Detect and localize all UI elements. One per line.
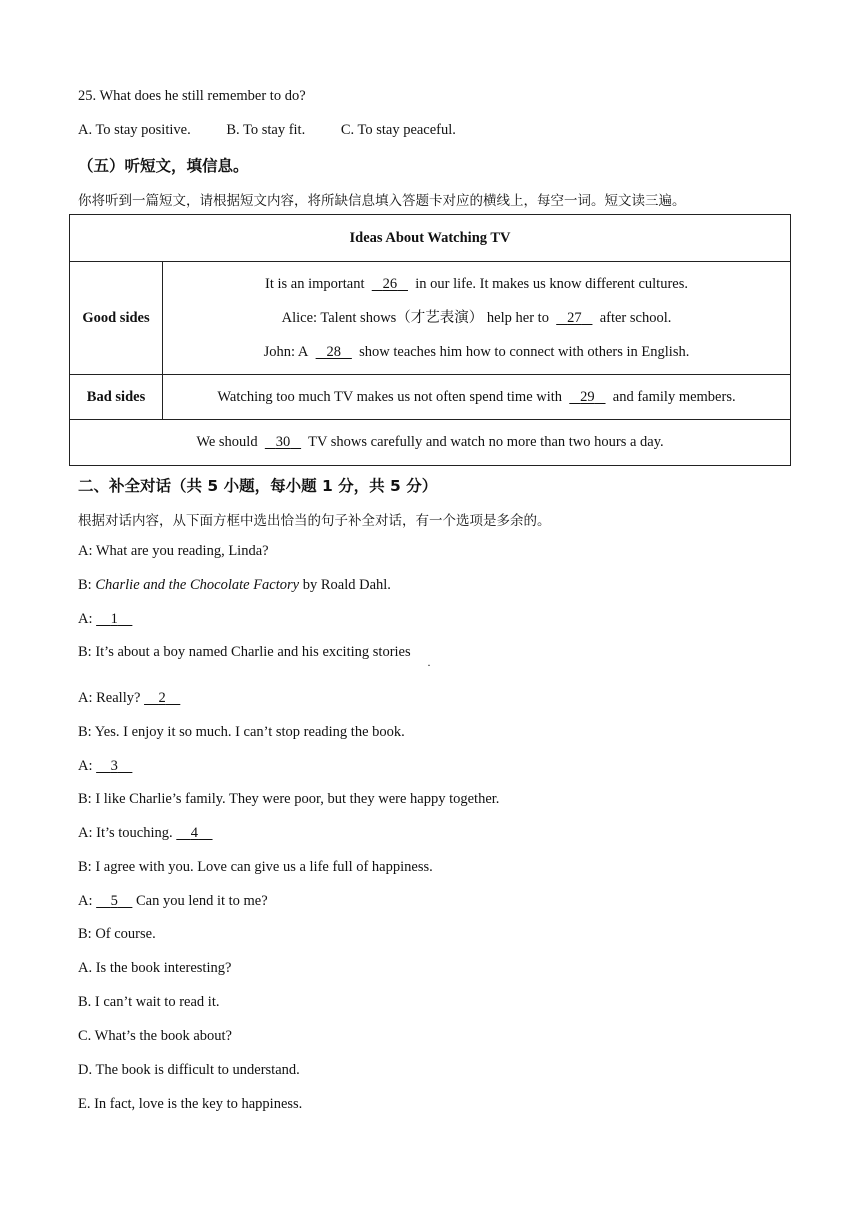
blank-30[interactable]: 30 [275, 434, 291, 450]
dialogue-line-11: A: 5 Can you lend it to me? [78, 893, 268, 909]
table-title: Ideas About Watching TV [70, 215, 791, 262]
dialogue-line-7: A: 3 [78, 758, 132, 775]
question-25-options [78, 122, 456, 139]
dialogue-line-3: A: 1 [78, 611, 132, 628]
choice-c: C. What’s the book about? [78, 1028, 232, 1044]
dialogue-line-1: A: What are you reading, Linda? [78, 543, 269, 559]
choice-e: E. In fact, love is the key to happiness. [78, 1096, 303, 1112]
info-table [69, 214, 791, 466]
dialogue-line-2: B: Charlie and the Chocolate Factory by Roald Dahl. [78, 577, 391, 593]
blank-26[interactable]: 26 [382, 276, 398, 292]
dialogue-line-8: B: I like Charlie’s family. They were poor, but they were happy together. [78, 791, 500, 807]
good-sides-content [163, 262, 791, 375]
blank-28[interactable]: 28 [326, 344, 341, 360]
choice-d: D. The book is difficult to understand. [78, 1062, 300, 1078]
good-sides-label: Good sides [70, 262, 163, 375]
section-2-heading: 二、补全对话（共 5 小题，每小题 1 分，共 5 分） [78, 477, 438, 495]
stray-dot: · [427, 658, 431, 672]
good-line-3: John: A 28 show teaches him how to connect with others in English. [263, 344, 690, 360]
dialogue-blank-2[interactable]: 2 [158, 690, 166, 706]
dialogue-line-10: B: I agree with you. Love can give us a life full of happiness. [78, 859, 433, 875]
section-5-heading: （五）听短文，填信息。 [78, 157, 249, 175]
question-25: 25. What does he still remember to do? [78, 88, 306, 104]
dialogue-line-6: B: Yes. I enjoy it so much. I can’t stop reading the book. [78, 724, 405, 740]
option-c: C. To stay peaceful. [340, 122, 456, 138]
bad-sides-content: Watching too much TV makes us not often spend time with 29 and family members. [163, 375, 791, 420]
dialogue-blank-3[interactable]: 3 [110, 758, 118, 774]
option-b: B. To stay fit. [226, 122, 306, 138]
dialogue-line-5: A: Really? 2 [78, 690, 180, 707]
dialogue-blank-5[interactable]: 5 [110, 893, 118, 909]
blank-29[interactable]: 29 [580, 388, 595, 405]
section-2-instruction: 根据对话内容，从下面方框中选出恰当的句子补全对话，有一个选项是多余的。 [78, 513, 551, 529]
good-line-1: It is an important 26 in our life. It makes us know different cultures. [265, 276, 688, 292]
dialogue-blank-4[interactable]: 4 [190, 825, 199, 841]
conclusion-row: We should 30 TV shows carefully and watch no more than two hours a day. [70, 420, 791, 466]
dialogue-line-4: B: It’s about a boy named Charlie and his exciting stories [78, 644, 411, 660]
dialogue-line-9: A: It’s touching. 4 [78, 825, 213, 842]
dialogue-line-12: B: Of course. [78, 926, 156, 942]
dialogue-blank-1[interactable]: 1 [110, 611, 118, 627]
book-title: Charlie and the Chocolate Factory [95, 577, 300, 593]
choice-b: B. I can’t wait to read it. [78, 994, 220, 1010]
good-line-2: Alice: Talent shows（才艺表演） help her to 27 after school. [281, 310, 672, 326]
bad-sides-label: Bad sides [70, 375, 163, 420]
choice-a: A. Is the book interesting? [78, 960, 232, 976]
option-a: A. To stay positive. [78, 122, 191, 138]
section-5-instruction: 你将听到一篇短文，请根据短文内容，将所缺信息填入答题卡对应的横线上，每空一词。短文读三遍。 [78, 193, 686, 209]
blank-27[interactable]: 27 [567, 310, 582, 326]
